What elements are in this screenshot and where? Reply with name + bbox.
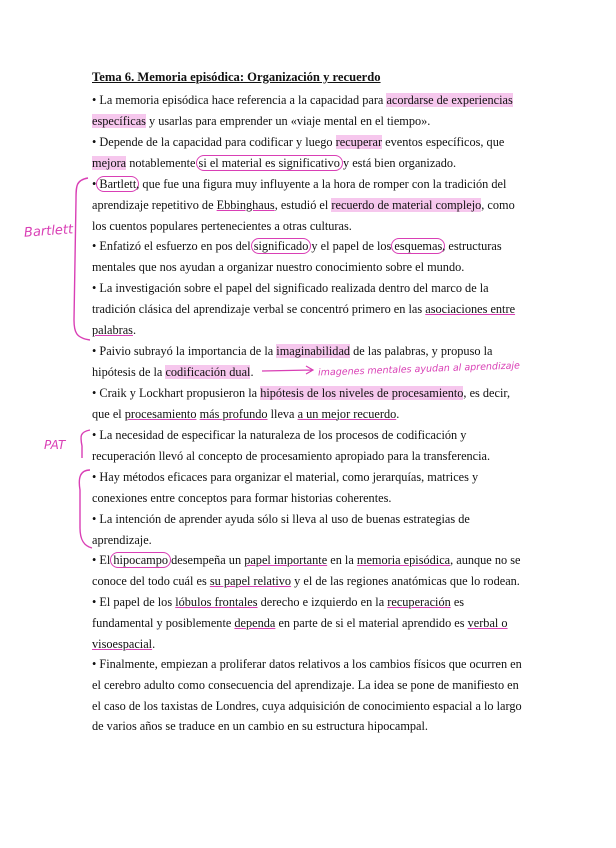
text-line: palabras.	[92, 322, 137, 337]
text-line: • El papel de los lóbulos frontales derecho e izquierdo en la recuperación es	[92, 595, 465, 609]
text-line: visoespacial.	[92, 636, 156, 651]
text-line: • La investigación sobre el papel del significado realizada dentro del marco de la	[92, 281, 489, 295]
bracket-pat	[81, 430, 90, 458]
text-line: hipótesis de la codificación dual.	[92, 364, 254, 379]
margin-note-pat: PAT	[44, 438, 66, 452]
text-line: • El hipocampo desempeña un papel importante en la memoria episódica, aunque no se	[92, 553, 521, 567]
text-line: • La necesidad de especificar la naturaleza de los procesos de codificación y	[92, 428, 467, 442]
text-line: • Craik y Lockhart propusieron la hipótesis de los niveles de procesamiento, es decir,	[92, 386, 511, 400]
text-line: que el procesamiento más profundo lleva a un mejor recuerdo.	[92, 406, 400, 421]
text-line: • Hay métodos eficaces para organizar el material, como jerarquías, matrices y	[92, 470, 479, 484]
text-line: el cerebro adulto como consecuencia del aprendizaje. La idea se pone de manifiesto en	[92, 677, 519, 692]
text-line: • La intención de aprender ayuda sólo si lleva al uso de buenas estrategias de	[92, 512, 470, 526]
text-line: conoce del todo cuál es su papel relativo y el de las regiones anatómicas que lo rodean.	[92, 573, 520, 588]
arrow-icon	[262, 366, 313, 374]
bracket-organization	[79, 470, 92, 548]
text-line: • Enfatizó el esfuerzo en pos del significado y el papel de los esquemas, estructuras	[92, 239, 502, 253]
text-line: mentales que nos ayudan a organizar nuestro conocimiento sobre el mundo.	[92, 259, 465, 274]
text-line: el caso de los taxistas de Londres, cuya adquisición de conocimiento espacial a lo largo	[92, 698, 522, 713]
text-line: aprendizaje repetitivo de Ebbinghaus, estudió el recuerdo de material complejo, como	[92, 197, 515, 212]
document-title: Tema 6. Memoria episódica: Organización y recuerdo	[92, 70, 381, 84]
text-line: los cuentos populares pertenecientes a otras culturas.	[92, 218, 352, 233]
text-line: • Depende de la capacidad para codificar y luego recuperar eventos específicos, que	[92, 135, 505, 149]
text-line: aprendizaje.	[92, 532, 152, 547]
text-line: • Finalmente, empiezan a proliferar datos relativos a los cambios físicos que ocurren en	[92, 657, 522, 671]
text-line: • Bartlett, que fue una figura muy influyente a la hora de romper con la tradición del	[92, 177, 507, 191]
margin-note-bartlett: Bartlett	[23, 222, 74, 241]
text-line: de varios años se traduce en un cambio en su estructura hipocampal.	[92, 719, 428, 734]
text-line: • Paivio subrayó la importancia de la imaginabilidad de las palabras, y propuso la	[92, 344, 493, 358]
text-line: conexiones entre conceptos para formar historias coherentes.	[92, 490, 392, 505]
text-line: mejora notablemente si el material es significativo y está bien organizado.	[92, 155, 457, 170]
handwritten-note-dual-coding: imagenes mentales ayudan al aprendizaje	[317, 360, 521, 379]
text-line: específicas y usarlas para emprender un «viaje mental en el tiempo».	[92, 113, 431, 128]
text-line: recuperación llevó al concepto de procesamiento apropiado para la transferencia.	[92, 448, 491, 463]
text-line: • La memoria episódica hace referencia a la capacidad para acordarse de experiencias	[92, 93, 513, 107]
bracket-bartlett	[74, 178, 90, 340]
text-line: fundamental y posiblemente dependa en parte de si el material aprendido es verbal o	[92, 615, 508, 630]
text-line: tradición clásica del aprendizaje verbal se concentró primero en las asociaciones entre	[92, 301, 516, 316]
